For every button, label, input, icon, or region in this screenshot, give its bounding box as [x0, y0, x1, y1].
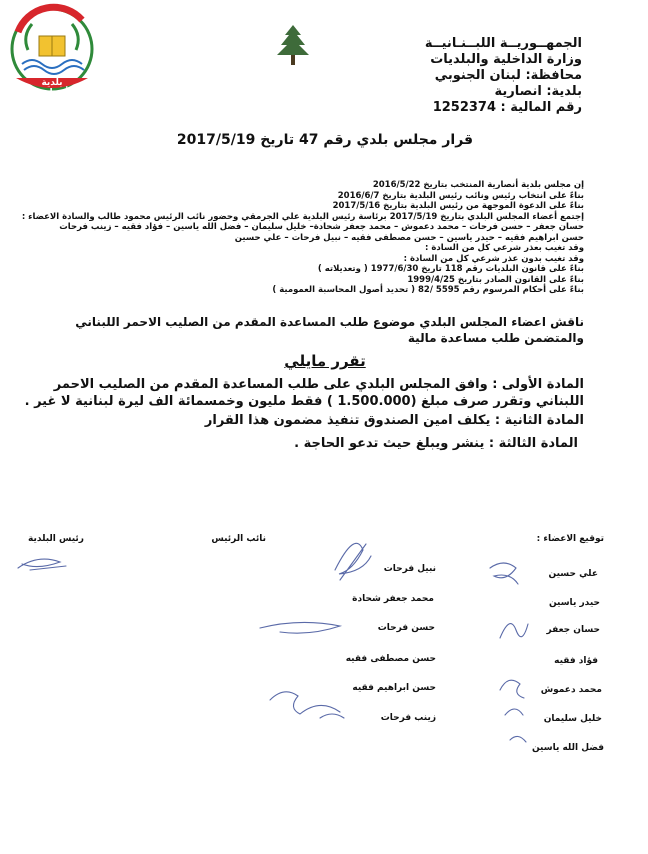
preamble-line: بناءً على أحكام المرسوم رقم 5595 /82 ( تحديد أصول المحاسبة العمومية )	[272, 285, 584, 295]
member-name: حسن ابراهيم فقيه	[352, 683, 436, 693]
article-third: المادة الثالثة : ينشر ويبلغ حيث تدعو الحاجة .	[294, 436, 578, 451]
municipality-logo	[2, 2, 102, 98]
preamble-line: بناءً على قانون البلديات رقم 118 تاريخ 1977/6/30 ( وتعديلاته )	[317, 264, 584, 274]
articles-block	[24, 376, 584, 452]
member-name: علي حسين	[548, 569, 598, 579]
vice-president-label: نائب الرئيس	[211, 534, 266, 544]
preamble-line: إن مجلس بلدية أنصارية المنتخب بتاريخ 2016/5/22	[372, 180, 584, 190]
preamble-line: وقد تغيب بدون عذر شرعي كل من السادة :	[403, 253, 584, 264]
member-name: فضل الله ياسين	[531, 743, 604, 753]
member-name: محمد جعفر شحادة	[352, 594, 434, 604]
preamble-line: إجتمع أعضاء المجلس البلدي بتاريخ 2017/5/19 برئاسة رئيس البلدية علي الجرمقي وحضور نائب الرئيس محمود طالب والسادة الاعضاء :	[21, 211, 584, 222]
municipality-name: بلدية: انصارية	[494, 84, 582, 99]
handwritten-signatures	[0, 540, 648, 780]
preamble-line: بناءً على انتخاب رئيس ونائب رئيس البلدية بتاريخ 2016/6/7	[337, 190, 584, 201]
header-block	[342, 36, 582, 116]
article-second: المادة الثانية : يكلف امين الصندوق تنفيذ مضمون هذا القرار	[204, 413, 584, 428]
cedar-emblem-icon	[271, 23, 315, 69]
ministry-name: وزارة الداخلية والبلديات	[430, 52, 582, 67]
preamble-line: بناءً على الدعوة الموجهة من رئيس البلدية بتاريخ 2017/5/16	[332, 201, 584, 211]
preamble-line: وقد تغيب بعذر شرعي كل من السادة :	[425, 243, 584, 253]
discussion-text: ناقش اعضاء المجلس البلدي موضوع طلب المساعدة المقدم من الصليب الاحمر اللبناني والمتضمن طلب مساعدة مالية	[75, 315, 584, 345]
preamble-block	[21, 180, 584, 296]
member-name: نبيل فرحات	[383, 564, 436, 574]
president-label: رئيس البلدية	[28, 534, 84, 544]
article-first: المادة الأولى : وافق المجلس البلدي على طلب المساعدة المقدم من الصليب الاحمر اللبناني وتقرر صرف مبلغ (1.500.000 ) فقط مليون وخمسمائة الف ليرة لبنانية لا غير .	[24, 377, 584, 409]
republic-name: الجمهــوريــة اللبــنـانيــة	[424, 36, 582, 51]
logo-text: بلدية أنصارية	[35, 78, 69, 98]
preamble-line: حسان جعفر – حسن فرحات – محمد دعموش – محمد جعفر شحادة– خليل سليمان – فضل الله ياسين – فؤاد فقيه – زينب فرحات	[59, 222, 584, 232]
preamble-line: حسن ابراهيم فقيه – حيدر ياسين – حسن مصطفى فقيه – نبيل فرحات – علي حسين	[234, 232, 584, 243]
financial-number: رقم المالية : 1252374	[432, 100, 582, 115]
member-name: محمد دعموش	[540, 685, 602, 695]
member-name: حيدر ياسين	[548, 598, 600, 608]
decision-heading: تقرر مايلي	[284, 352, 366, 370]
member-name: حسان جعفر	[546, 625, 600, 635]
member-name: حسن فرحات	[377, 623, 435, 633]
decision-title: قرار مجلس بلدي رقم 47 تاريخ 2017/5/19	[176, 132, 474, 148]
member-name: فؤاد فقيه	[554, 656, 598, 666]
member-name: حسن مصطفى فقيه	[345, 654, 436, 664]
preamble-line: بناءً على القانون الصادر بتاريخ 1999/4/25	[407, 274, 584, 285]
members-signature-label: توقيع الاعضاء :	[536, 534, 604, 544]
member-name: زينب فرحات	[380, 713, 436, 723]
governorate-name: محافظة: لبنان الجنوبي	[434, 68, 582, 83]
member-name: خليل سليمان	[543, 714, 602, 724]
